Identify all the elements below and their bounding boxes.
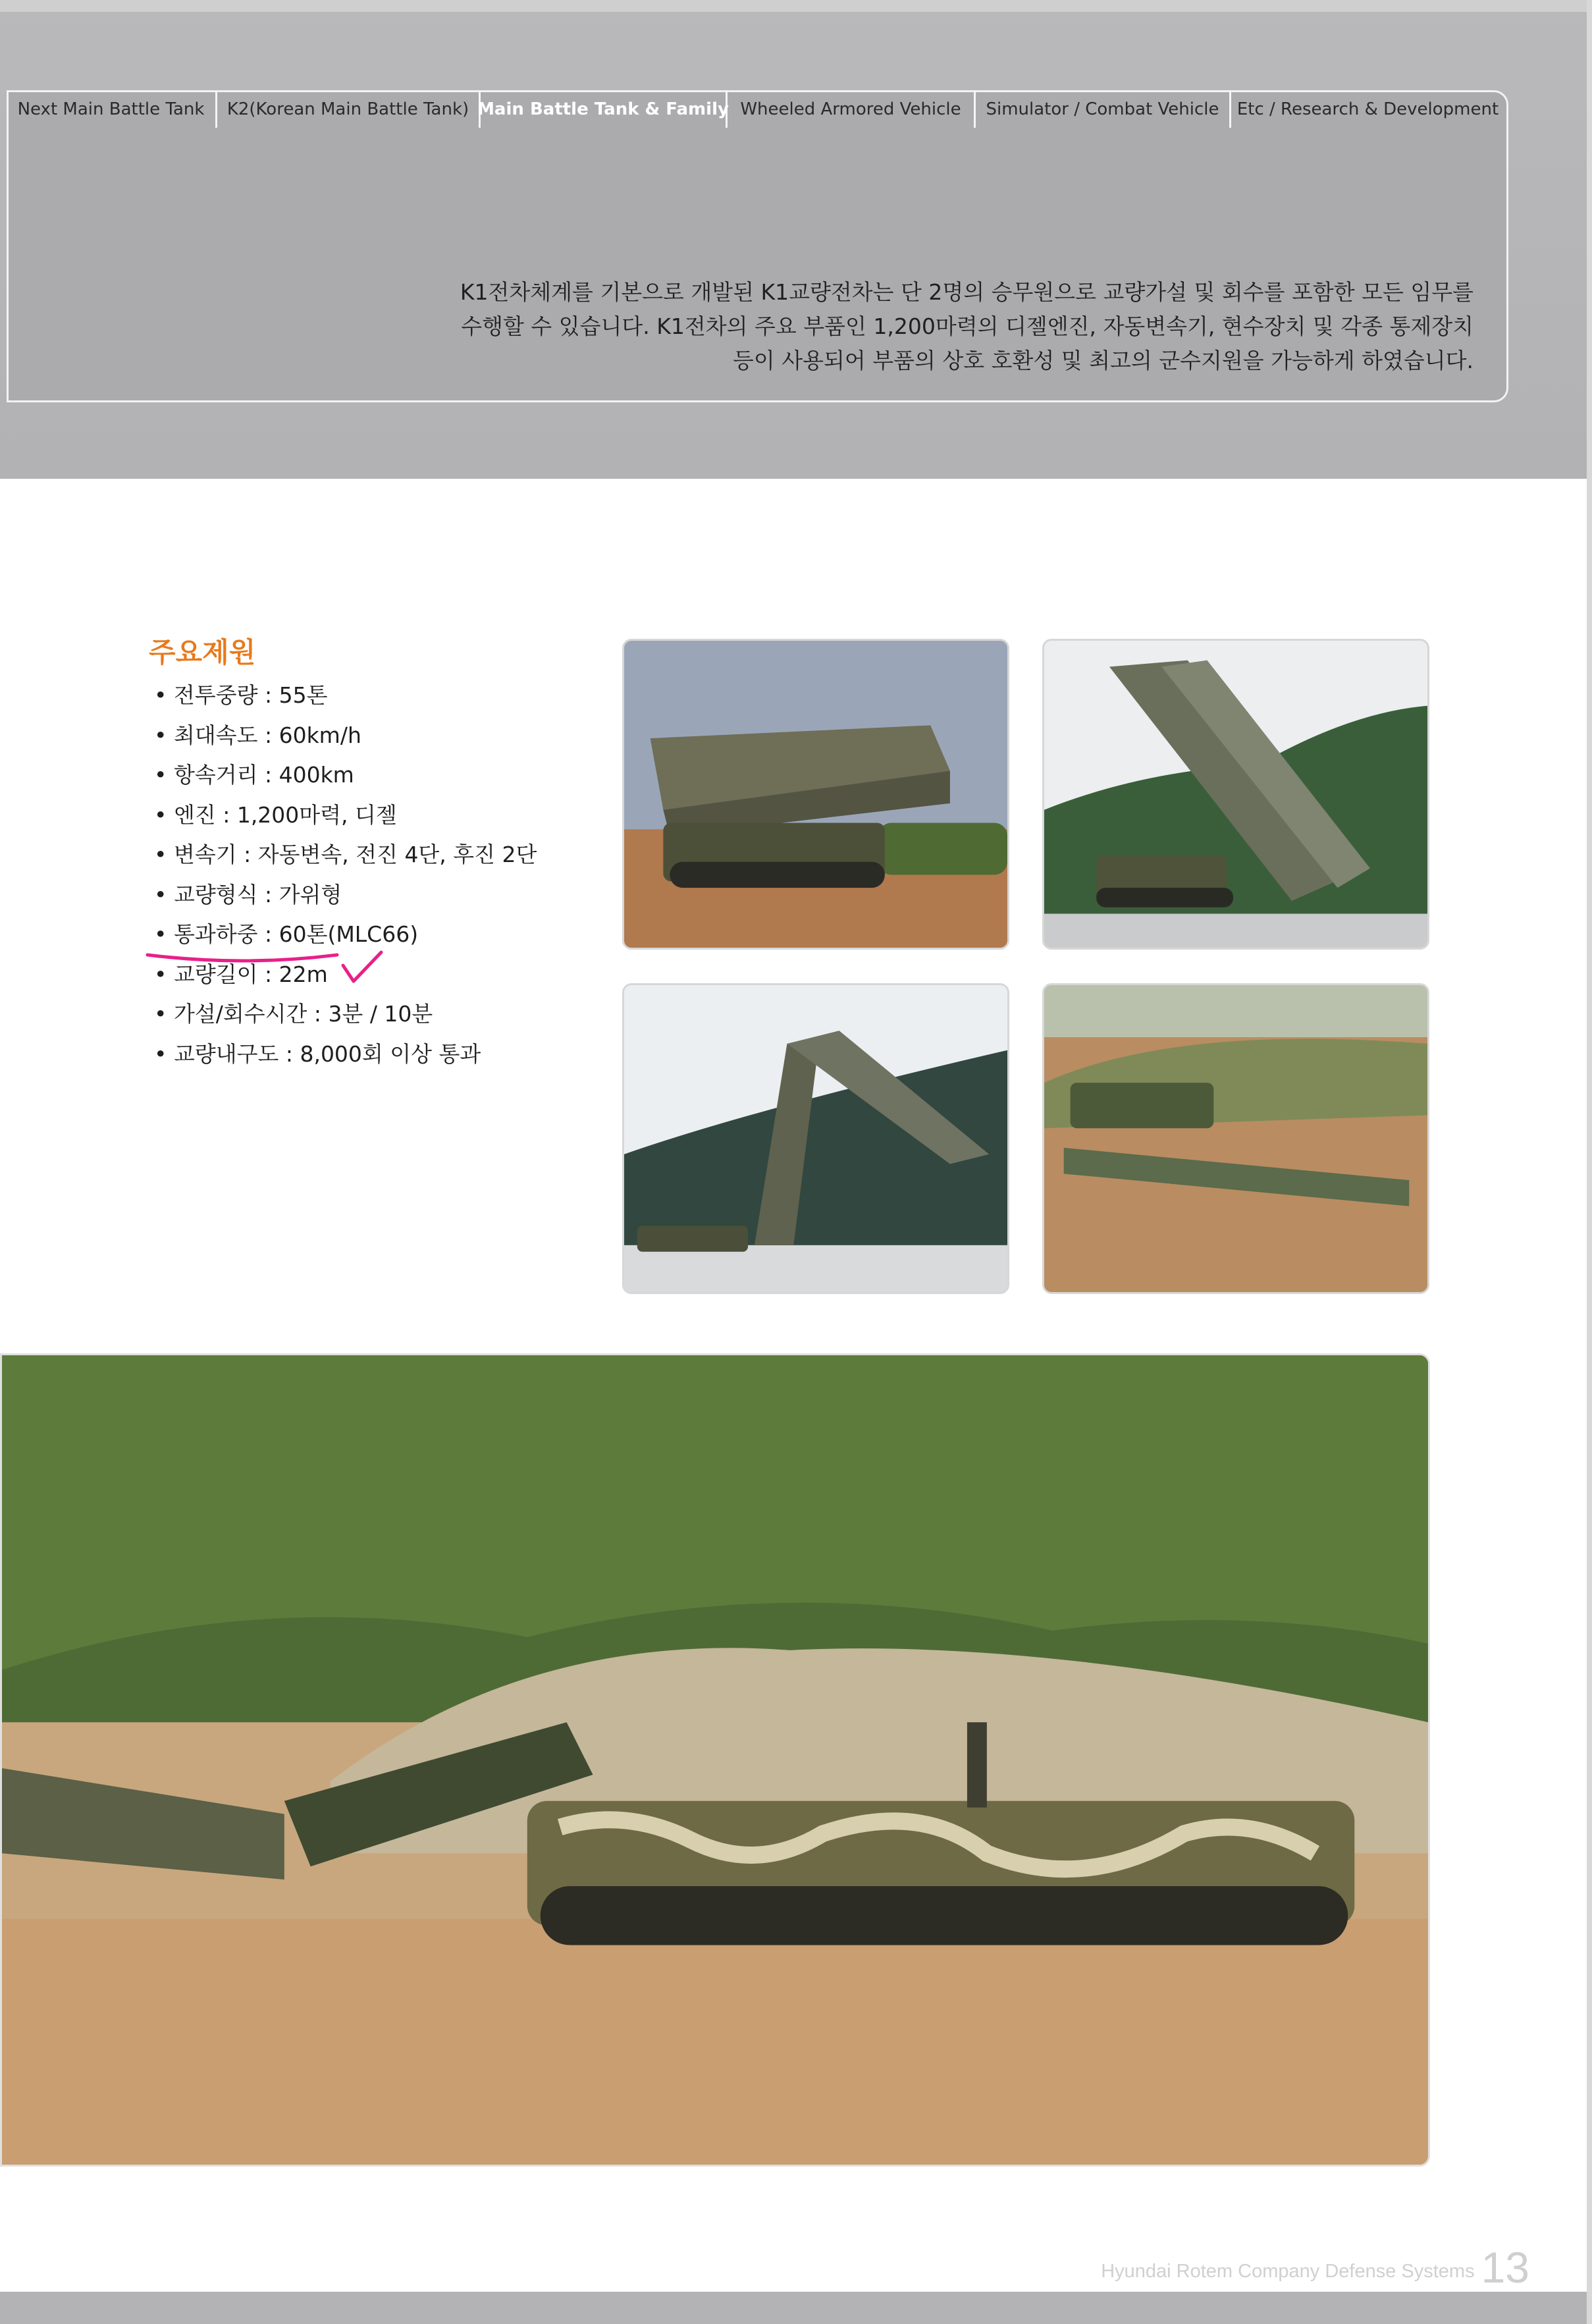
spec-item-load-class: • 통과하중 : 60톤(MLC66)	[154, 917, 537, 958]
specs-title: 주요제원	[149, 636, 256, 668]
tab-simulator-combat-vehicle[interactable]: Simulator / Combat Vehicle	[976, 90, 1231, 128]
spec-item-range: • 항속거리 : 400km	[154, 758, 537, 798]
spec-item-max-speed: • 최대속도 : 60km/h	[154, 718, 537, 759]
spec-item-launch-time: • 가설/회수시간 : 3분 / 10분	[154, 997, 537, 1037]
tab-main-battle-tank-family[interactable]: Main Battle Tank & Family	[481, 90, 728, 128]
spec-item-transmission: • 변속기 : 자동변속, 전진 4단, 후진 2단	[154, 838, 537, 878]
spec-item-weight: • 전투중량 : 55톤	[154, 678, 537, 718]
intro-line: 수행할 수 있습니다. K1전차의 주요 부품인 1,200마력의 디젤엔진, 자동변속기, 현수장치 및 각종 통제장치	[461, 313, 1473, 339]
page-number: 13	[1481, 2243, 1529, 2292]
spec-item-engine: • 엔진 : 1,200마력, 디젤	[154, 798, 537, 838]
footer-company: Hyundai Rotem Company Defense Systems	[1101, 2261, 1475, 2282]
photo-bridge-raised	[1042, 639, 1429, 950]
spec-item-durability: • 교량내구도 : 8,000회 이상 통과	[154, 1037, 537, 1077]
spec-list	[154, 678, 537, 1077]
photo-tank-crossing-bridge	[1042, 983, 1429, 1294]
intro-line: 등이 사용되어 부품의 상호 호환성 및 최고의 군수지원을 가능하게 하였습니다.	[733, 348, 1473, 373]
spec-item-bridge-type: • 교량형식 : 가위형	[154, 878, 537, 918]
tab-next-main-battle-tank[interactable]: Next Main Battle Tank	[7, 90, 217, 128]
tab-wheeled-armored-vehicle[interactable]: Wheeled Armored Vehicle	[728, 90, 976, 128]
pink-underline-annotation	[145, 950, 342, 964]
photo-bridge-tank-main	[0, 1353, 1430, 2167]
photo-bridge-tank-folded	[622, 639, 1009, 950]
pink-check-annotation	[339, 948, 385, 986]
footer	[1101, 2242, 1529, 2292]
intro-paragraph	[354, 275, 1473, 378]
tab-etc-research-development[interactable]: Etc / Research & Development	[1236, 99, 1499, 119]
header-top-strip	[0, 0, 1592, 12]
page-right-edge	[1587, 0, 1592, 2324]
intro-line: K1전차체계를 기본으로 개발된 K1교량전차는 단 2명의 승무원으로 교량가설 및 회수를 포함한 모든 임무를	[460, 279, 1473, 305]
bottom-bar	[0, 2292, 1592, 2324]
category-tabs	[7, 90, 1506, 128]
spec-item-bridge-length: • 교량길이 : 22m	[154, 958, 537, 998]
tab-k2-korean-main-battle-tank[interactable]: K2(Korean Main Battle Tank)	[217, 90, 481, 128]
photo-bridge-unfolding	[622, 983, 1009, 1294]
